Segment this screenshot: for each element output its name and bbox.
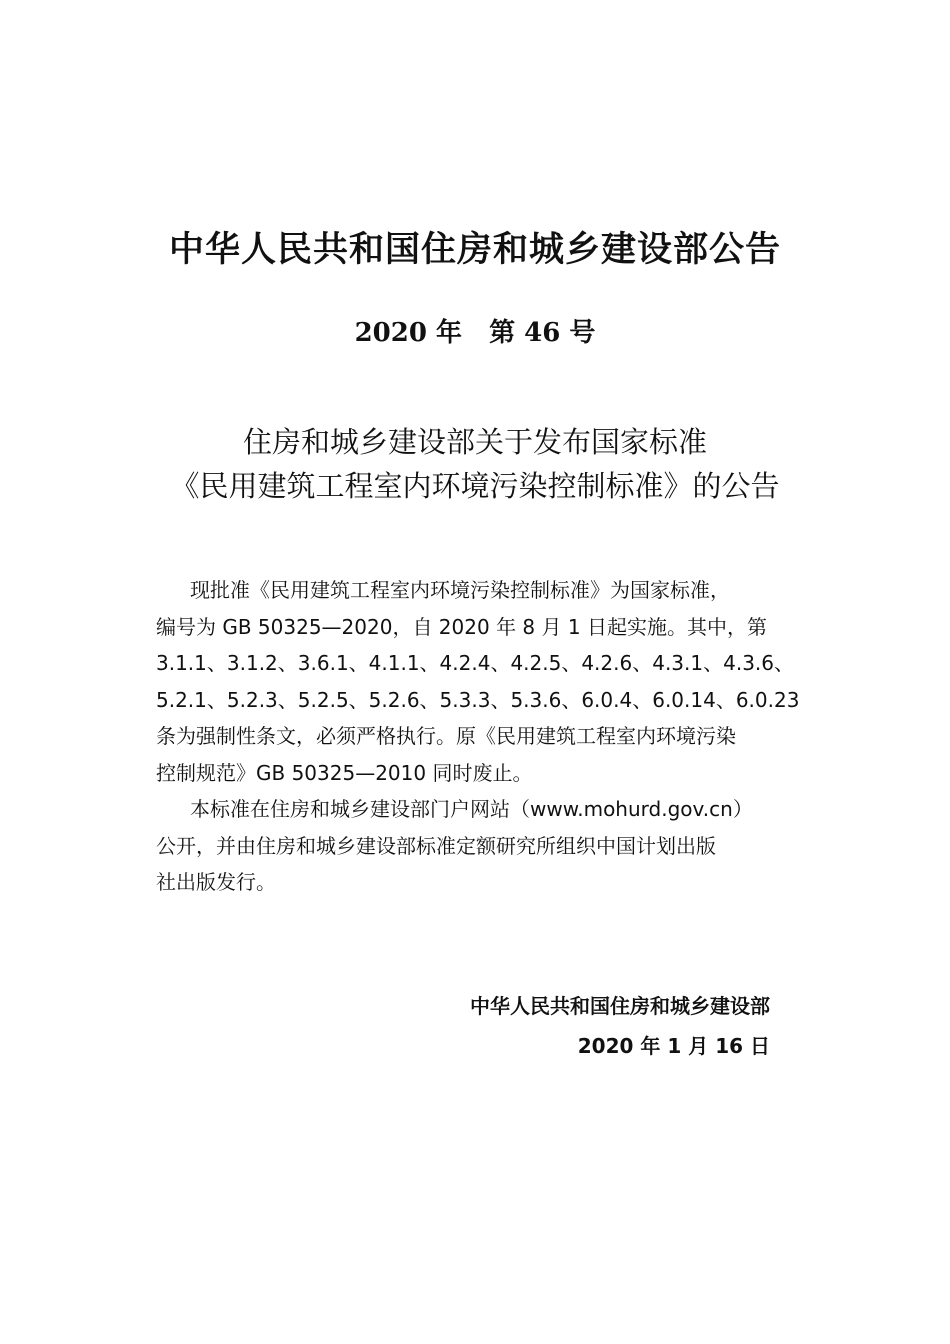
paragraph-2 xyxy=(156,791,832,901)
issuer-name: 中华人民共和国住房和城乡建设部 xyxy=(470,994,770,1018)
body-line: 3.1.1、3.1.2、3.6.1、4.1.1、4.2.4、4.2.5、4.2.6、4.3.1、4.3.6、 xyxy=(156,651,794,675)
subject-line-1: 住房和城乡建设部关于发布国家标准 xyxy=(242,425,707,459)
issue-date: 2020 年 1 月 16 日 xyxy=(577,1034,770,1058)
body-line: 社出版发行。 xyxy=(156,870,276,894)
announcement-subject xyxy=(0,420,950,508)
announcement-body xyxy=(156,572,832,901)
paragraph-1 xyxy=(156,572,832,791)
body-line: 编号为 GB 50325—2020，自 2020 年 8 月 1 日起实施。其中，第 xyxy=(156,614,767,639)
body-line: 5.2.1、5.2.3、5.2.5、5.2.6、5.3.3、5.3.6、6.0.4、6.0.14、6.0.23 xyxy=(156,687,800,712)
announcement-number: 2020 年 第 46 号 xyxy=(354,318,596,348)
body-line: 现批准《民用建筑工程室内环境污染控制标准》为国家标准， xyxy=(190,578,730,602)
signature-block xyxy=(470,986,770,1066)
subject-line-2: 《民用建筑工程室内环境污染控制标准》的公告 xyxy=(170,469,780,503)
body-line: 控制规范》GB 50325—2010 同时废止。 xyxy=(156,760,533,785)
body-line: 本标准在住房和城乡建设部门户网站（www.mohurd.gov.cn） xyxy=(190,797,753,821)
body-line: 公开，并由住房和城乡建设部标准定额研究所组织中国计划出版 xyxy=(156,833,716,858)
page-title: 中华人民共和国住房和城乡建设部公告 xyxy=(168,230,781,270)
body-line: 条为强制性条文，必须严格执行。原《民用建筑工程室内环境污染 xyxy=(156,724,736,748)
